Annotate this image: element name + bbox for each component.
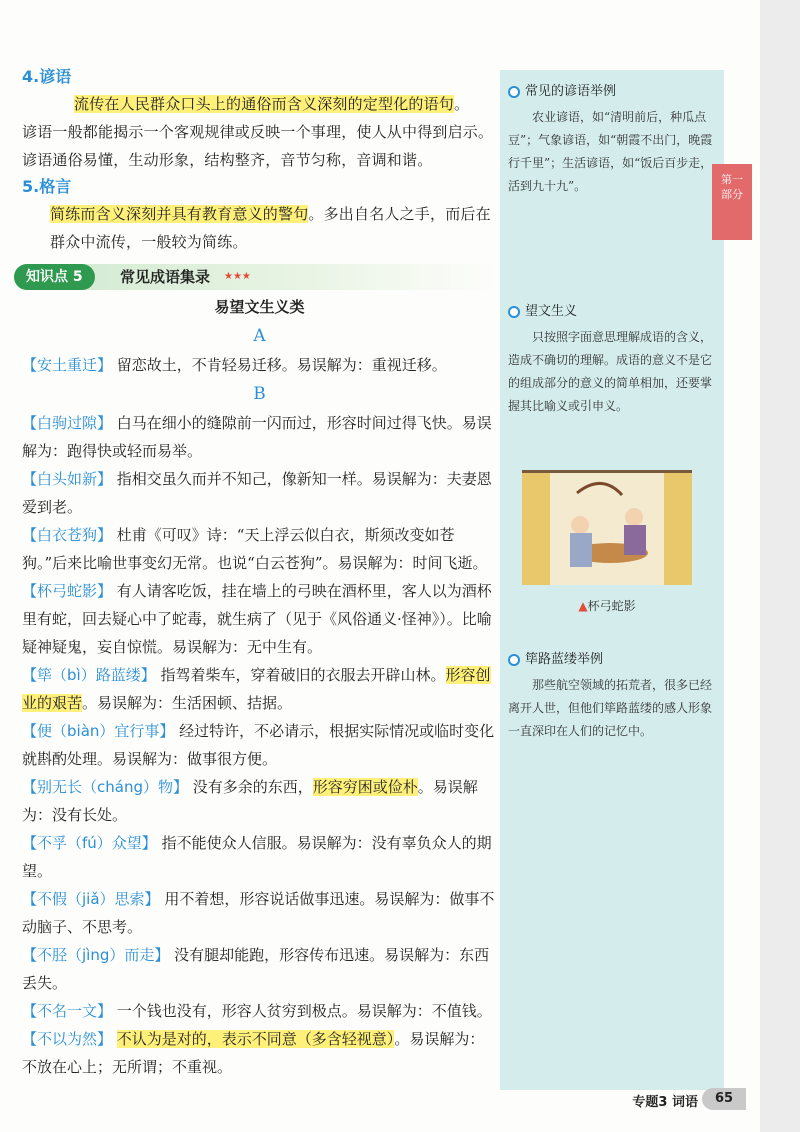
idiom-entry: [22, 1025, 497, 1081]
idiom-tag: 【不胫（jìng）而走】: [22, 946, 170, 964]
main-content: [22, 64, 497, 1081]
section-5-title: 5.格言: [22, 177, 72, 196]
idiom-tag: 【筚（bì）路蓝缕】: [22, 666, 156, 684]
bullet-icon: [508, 654, 520, 666]
idiom-definition: 指相交虽久而并不知己，像新知一样。易误解为：夫妻恩爱到老。: [22, 470, 492, 516]
idiom-misreading: 。易误解为：生活困顿、拮据。: [82, 694, 293, 712]
idiom-tag: 【不以为然】: [22, 1030, 113, 1048]
sidebar-proverb-examples: [508, 82, 718, 198]
idiom-definition: 没有腿却能跑，形容传布迅速。易误解为：东西丢失。: [22, 946, 490, 992]
letter-heading-b: B: [253, 384, 266, 404]
sidebar-title: 筚路蓝缕举例: [525, 652, 604, 667]
section-5-rest: 。多出自名人之手，而后在群众中流传，一般较为简练。: [50, 205, 491, 251]
idiom-tag: 【不假（jiǎ）思索】: [22, 890, 160, 908]
highlight-text: 形容穷困或俭朴: [312, 778, 418, 796]
idiom-tag: 【不孚（fú）众望】: [22, 834, 157, 852]
figure-body-left: [570, 533, 592, 567]
section-tab: [712, 164, 752, 240]
page-number: 65: [702, 1088, 746, 1110]
idiom-tag: 【杯弓蛇影】: [22, 582, 113, 600]
idiom-entry: [22, 521, 497, 577]
idiom-definition: 有人请客吃饭，挂在墙上的弓映在酒杯里，客人以为酒杯里有蛇，回去疑心中了蛇毒，就生病了（见于《风俗通义·怪神》）。比喻疑神疑鬼，妄自惊慌。易误解为：无中生有。: [22, 582, 492, 656]
knowledge-point-tag: 知识点 5: [14, 264, 95, 290]
idiom-entry: [22, 997, 497, 1025]
idiom-tag: 【安土重迁】: [22, 356, 113, 374]
idiom-definition: 杜甫《可叹》诗：“天上浮云似白衣，斯须改变如苍狗。”后来比喻世事变幻无常。也说“白云苍狗”。易误解为：时间飞逝。: [22, 526, 488, 572]
illustration-image: [522, 470, 692, 585]
figure-body-right: [624, 525, 646, 555]
letter-heading-a: A: [253, 326, 266, 346]
idiom-entry: [22, 351, 497, 379]
idiom-entry: [22, 773, 497, 829]
idiom-definition: 经过特许，不必请示，根据实际情况或临时变化就斟酌处理。易误解为：做事很方便。: [22, 722, 495, 768]
star-rating-icon: ★★★: [224, 271, 251, 282]
bullet-icon: [508, 306, 520, 318]
idiom-definition: 留恋故土，不肯轻易迁移。易误解为：重视迁移。: [116, 356, 447, 374]
sidebar-title: 望文生义: [525, 304, 578, 319]
page-footer: [0, 1088, 760, 1112]
footer-topic: 专题3 词语: [632, 1095, 698, 1110]
curtain-right: [664, 473, 692, 585]
sidebar-title: 常见的谚语举例: [525, 84, 617, 99]
highlight-text: 流传在人民群众口头上的通俗而含义深刻的定型化的语句: [74, 95, 455, 113]
idiom-definition: 白马在细小的缝隙前一闪而过，形容时间过得飞快。易误解为：跑得快或轻而易举。: [22, 414, 492, 460]
figure-head-right: [625, 508, 643, 526]
idiom-definition: 用不着想，形容说话做事迅速。易误解为：做事不动脑子、不思考。: [22, 890, 495, 936]
idiom-tag: 【别无长（cháng）物】: [22, 778, 188, 796]
sidebar-text: 农业谚语，如“清明前后，种瓜点豆”；气象谚语，如“朝霞不出门，晚霞行千里”；生活谚语，如“饭后百步走，活到九十九”。: [508, 110, 713, 193]
bow-shape: [577, 483, 622, 495]
illustration-drawing: [522, 473, 692, 585]
sidebar-bilulanlv-example: [508, 650, 718, 743]
highlight-text: 不认为是对的，表示不同意（多含轻视意）: [116, 1030, 395, 1048]
idiom-tag: 【白衣苍狗】: [22, 526, 113, 544]
sidebar-literal-interpretation: [508, 302, 718, 418]
idiom-entry: [22, 717, 497, 773]
page-edge: [760, 0, 800, 1132]
sidebar-heading: [508, 82, 718, 102]
idiom-definition: 没有多余的东西，: [192, 778, 313, 796]
highlight-text: 简练而含义深刻并具有教育意义的警句: [50, 205, 309, 223]
triangle-icon: ▲: [578, 599, 588, 613]
idiom-tag: 【便（biàn）宜行事】: [22, 722, 175, 740]
bullet-icon: [508, 86, 520, 98]
section-4-title: 4.谚语: [22, 67, 72, 86]
tab-line-1: 第一: [721, 173, 743, 186]
knowledge-point-bar: [14, 264, 497, 290]
idiom-definition: 指不能使众人信服。易误解为：没有辜负众人的期望。: [22, 834, 492, 880]
idiom-entry: [22, 577, 497, 661]
caption-text: 杯弓蛇影: [587, 599, 636, 613]
idiom-misreading: 。易误解为：不放在心上；无所谓；不重视。: [22, 1030, 485, 1076]
sidebar-text: 只按照字面意思理解成语的含义，造成不确切的理解。成语的意义不是它的组成部分的意义的简单相加，还要掌握其比喻义或引申义。: [508, 330, 713, 413]
idiom-entry: [22, 885, 497, 941]
idiom-entry: [22, 409, 497, 465]
idiom-definition: 一个钱也没有，形容人贫穷到极点。易误解为：不值钱。: [116, 1002, 492, 1020]
knowledge-point-title: 常见成语集录: [120, 268, 211, 286]
tab-line-2: 部分: [721, 188, 743, 201]
idiom-entry: [22, 941, 497, 997]
idiom-tag: 【白头如新】: [22, 470, 113, 488]
section-4-definition: [22, 90, 497, 118]
section-4-body: 谚语一般都能揭示一个客观规律或反映一个事理，使人从中得到启示。谚语通俗易懂，生动形象，结构整齐，音节匀称，音调和谐。: [22, 123, 494, 169]
idiom-misreading: 。易误解为：没有长处。: [22, 778, 478, 824]
sidebar-heading: [508, 302, 718, 322]
idiom-entry: [22, 465, 497, 521]
idiom-tag: 【不名一文】: [22, 1002, 113, 1020]
curtain-left: [522, 473, 550, 585]
idiom-entry: [22, 829, 497, 885]
idiom-entry: [22, 661, 497, 717]
sidebar-heading: [508, 650, 718, 670]
idiom-tag: 【白驹过隙】: [22, 414, 113, 432]
punctuation: 。: [454, 95, 470, 113]
illustration-caption: [522, 597, 692, 614]
section-5-body: [22, 200, 497, 256]
highlight-text: 形容创业的艰苦: [22, 666, 491, 712]
sidebar-text: 那些航空领域的拓荒者，很多已经离开人世，但他们筚路蓝缕的感人形象一直深印在人们的记忆中。: [508, 678, 713, 738]
subsection-title: 易望文生义类: [214, 298, 305, 316]
figure-head-left: [571, 516, 589, 534]
idiom-definition: 指驾着柴车，穿着破旧的衣服去开辟山林。: [160, 666, 446, 684]
